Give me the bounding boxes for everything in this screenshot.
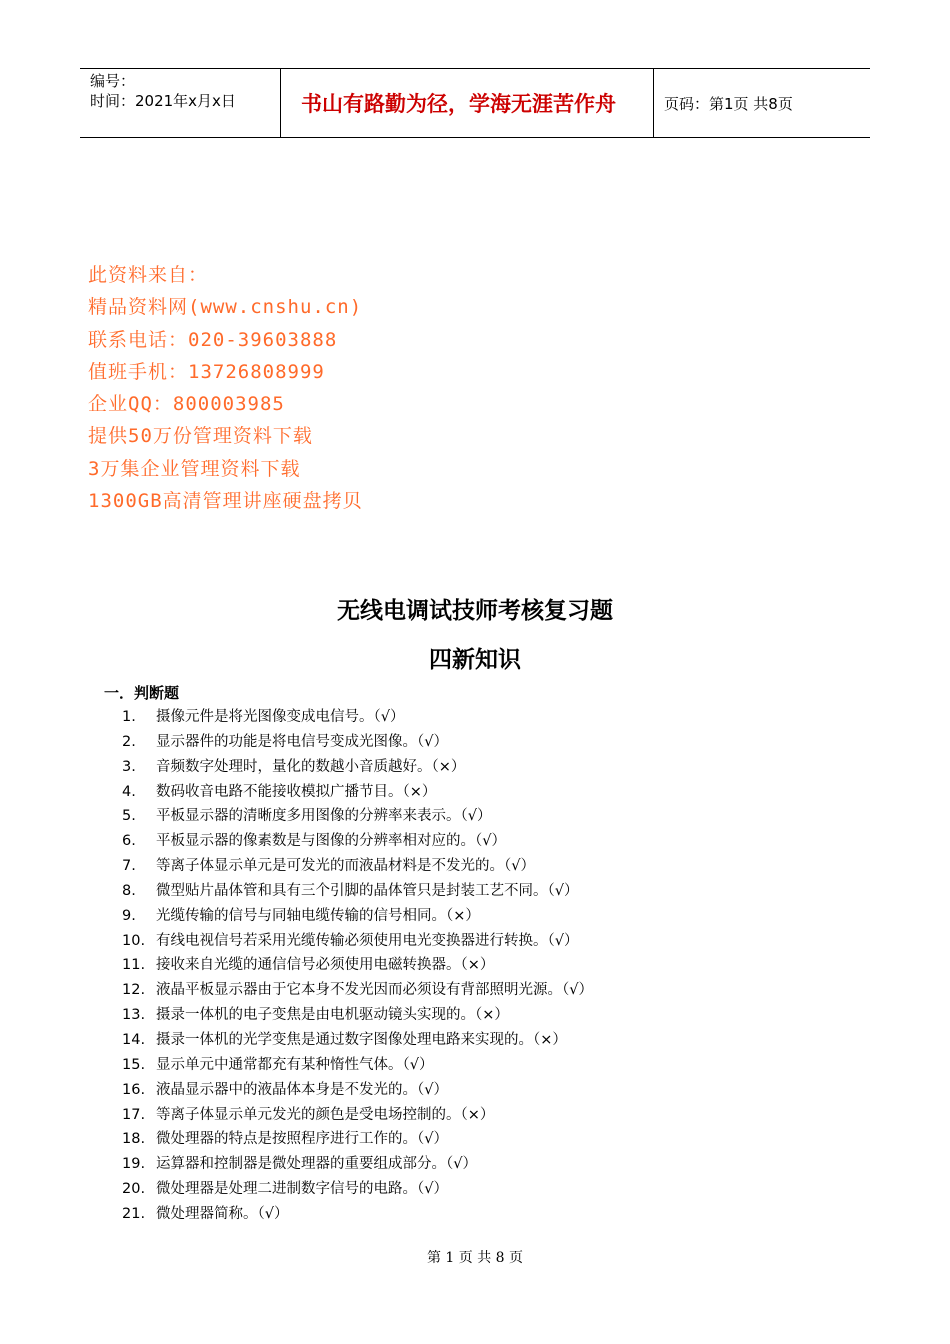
ad-line: 精品资料网(www.cnshu.cn): [88, 296, 363, 319]
question-number: 11.: [122, 957, 146, 974]
question-number: 6.: [122, 833, 136, 850]
question-item: [122, 1078, 593, 1103]
question-number: 4.: [122, 783, 136, 800]
question-item: [122, 978, 593, 1003]
question-item: [122, 1202, 593, 1227]
question-item: [122, 1103, 593, 1128]
question-item: [122, 1028, 593, 1053]
question-item: [122, 755, 593, 780]
question-number: 2.: [122, 733, 136, 750]
question-item: [122, 1053, 593, 1078]
question-text: 微处理器简称。（√）: [156, 1205, 289, 1222]
question-item: [122, 730, 593, 755]
question-number: 16.: [122, 1081, 146, 1098]
question-text: 数码收音电路不能接收模拟广播节目。（×）: [156, 783, 437, 800]
question-text: 微处理器的特点是按照程序进行工作的。（√）: [156, 1131, 448, 1148]
question-number: 1.: [122, 709, 136, 725]
header-motto: 书山有路勤为径，学海无涯苦作舟: [281, 69, 654, 137]
question-item: [122, 879, 593, 904]
document-subtitle: 四新知识: [429, 647, 521, 673]
question-text: 微处理器是处理二进制数字信号的电路。（√）: [156, 1181, 448, 1198]
ad-line: 1300GB高清管理讲座硬盘拷贝: [88, 490, 363, 513]
question-item: [122, 705, 593, 730]
ad-line: 此资料来自：: [88, 264, 209, 286]
question-text: 平板显示器的像素数是与图像的分辨率相对应的。（√）: [156, 833, 506, 850]
question-text: 摄录一体机的电子变焦是由电机驱动镜头实现的。（×）: [156, 1007, 509, 1024]
question-number: 8.: [122, 882, 136, 899]
code-label: 编号：: [90, 72, 136, 90]
question-text: 有线电视信号若采用光缆传输必须使用电光变换器进行转换。（√）: [156, 932, 579, 949]
question-number: 18.: [122, 1131, 146, 1148]
question-number: 12.: [122, 982, 146, 999]
question-item: [122, 904, 593, 929]
question-item: [122, 1127, 593, 1152]
question-number: 7.: [122, 858, 136, 875]
question-text: 等离子体显示单元是可发光的而液晶材料是不发光的。（√）: [156, 858, 535, 875]
question-number: 10.: [122, 932, 146, 949]
question-text: 摄录一体机的光学变焦是通过数字图像处理电路来实现的。（×）: [156, 1031, 567, 1048]
question-text: 运算器和控制器是微处理器的重要组成部分。（√）: [156, 1156, 477, 1173]
header-info-cell: [80, 69, 281, 137]
question-item: [122, 1003, 593, 1028]
question-item: [122, 854, 593, 879]
question-number: 21.: [122, 1205, 146, 1222]
document-title: 无线电调试技师考核复习题: [337, 598, 613, 624]
question-text: 平板显示器的清晰度多用图像的分辨率来表示。（√）: [156, 808, 492, 825]
ad-block: [88, 259, 363, 517]
question-item: [122, 804, 593, 829]
page-header: [80, 68, 870, 138]
question-number: 17.: [122, 1106, 146, 1123]
question-text: 显示单元中通常都充有某种惰性气体。（√）: [156, 1056, 434, 1073]
question-text: 显示器件的功能是将电信号变成光图像。（√）: [156, 733, 448, 750]
header-page-label: 页码：第1页 共8页: [664, 94, 793, 113]
question-number: 15.: [122, 1056, 146, 1073]
page-footer: 第 1 页 共 8 页: [426, 1250, 524, 1266]
question-number: 20.: [122, 1181, 146, 1198]
question-list: [122, 705, 593, 1227]
ad-line: 联系电话：020-39603888: [88, 328, 338, 351]
question-item: [122, 929, 593, 954]
question-text: 等离子体显示单元发光的颜色是受电场控制的。（×）: [156, 1106, 495, 1123]
question-number: 5.: [122, 808, 136, 825]
ad-line: 值班手机：13726808999: [88, 360, 325, 383]
ad-line: 提供50万份管理资料下载: [88, 425, 313, 448]
question-text: 液晶显示器中的液晶体本身是不发光的。（√）: [156, 1081, 448, 1098]
question-number: 9.: [122, 907, 136, 924]
question-number: 19.: [122, 1156, 146, 1173]
time-label: 时间：2021年x月x日: [90, 92, 236, 110]
ad-line: 企业QQ：800003985: [88, 393, 285, 416]
question-text: 音频数字处理时，量化的数越小音质越好。（×）: [156, 758, 466, 775]
question-text: 摄像元件是将光图像变成电信号。（√）: [156, 709, 405, 725]
question-number: 3.: [122, 758, 136, 775]
section-heading: 一．判断题: [104, 684, 180, 702]
ad-line: 3万集企业管理资料下载: [88, 457, 301, 480]
question-text: 液晶平板显示器由于它本身不发光因而必须设有背部照明光源。（√）: [156, 982, 593, 999]
question-item: [122, 1152, 593, 1177]
question-item: [122, 953, 593, 978]
question-text: 接收来自光缆的通信信号必须使用电磁转换器。（×）: [156, 957, 495, 974]
question-number: 14.: [122, 1031, 146, 1048]
question-item: [122, 780, 593, 805]
question-item: [122, 1177, 593, 1202]
question-number: 13.: [122, 1007, 146, 1024]
question-text: 微型贴片晶体管和具有三个引脚的晶体管只是封装工艺不同。（√）: [156, 882, 579, 899]
question-text: 光缆传输的信号与同轴电缆传输的信号相同。（×）: [156, 907, 480, 924]
question-item: [122, 829, 593, 854]
